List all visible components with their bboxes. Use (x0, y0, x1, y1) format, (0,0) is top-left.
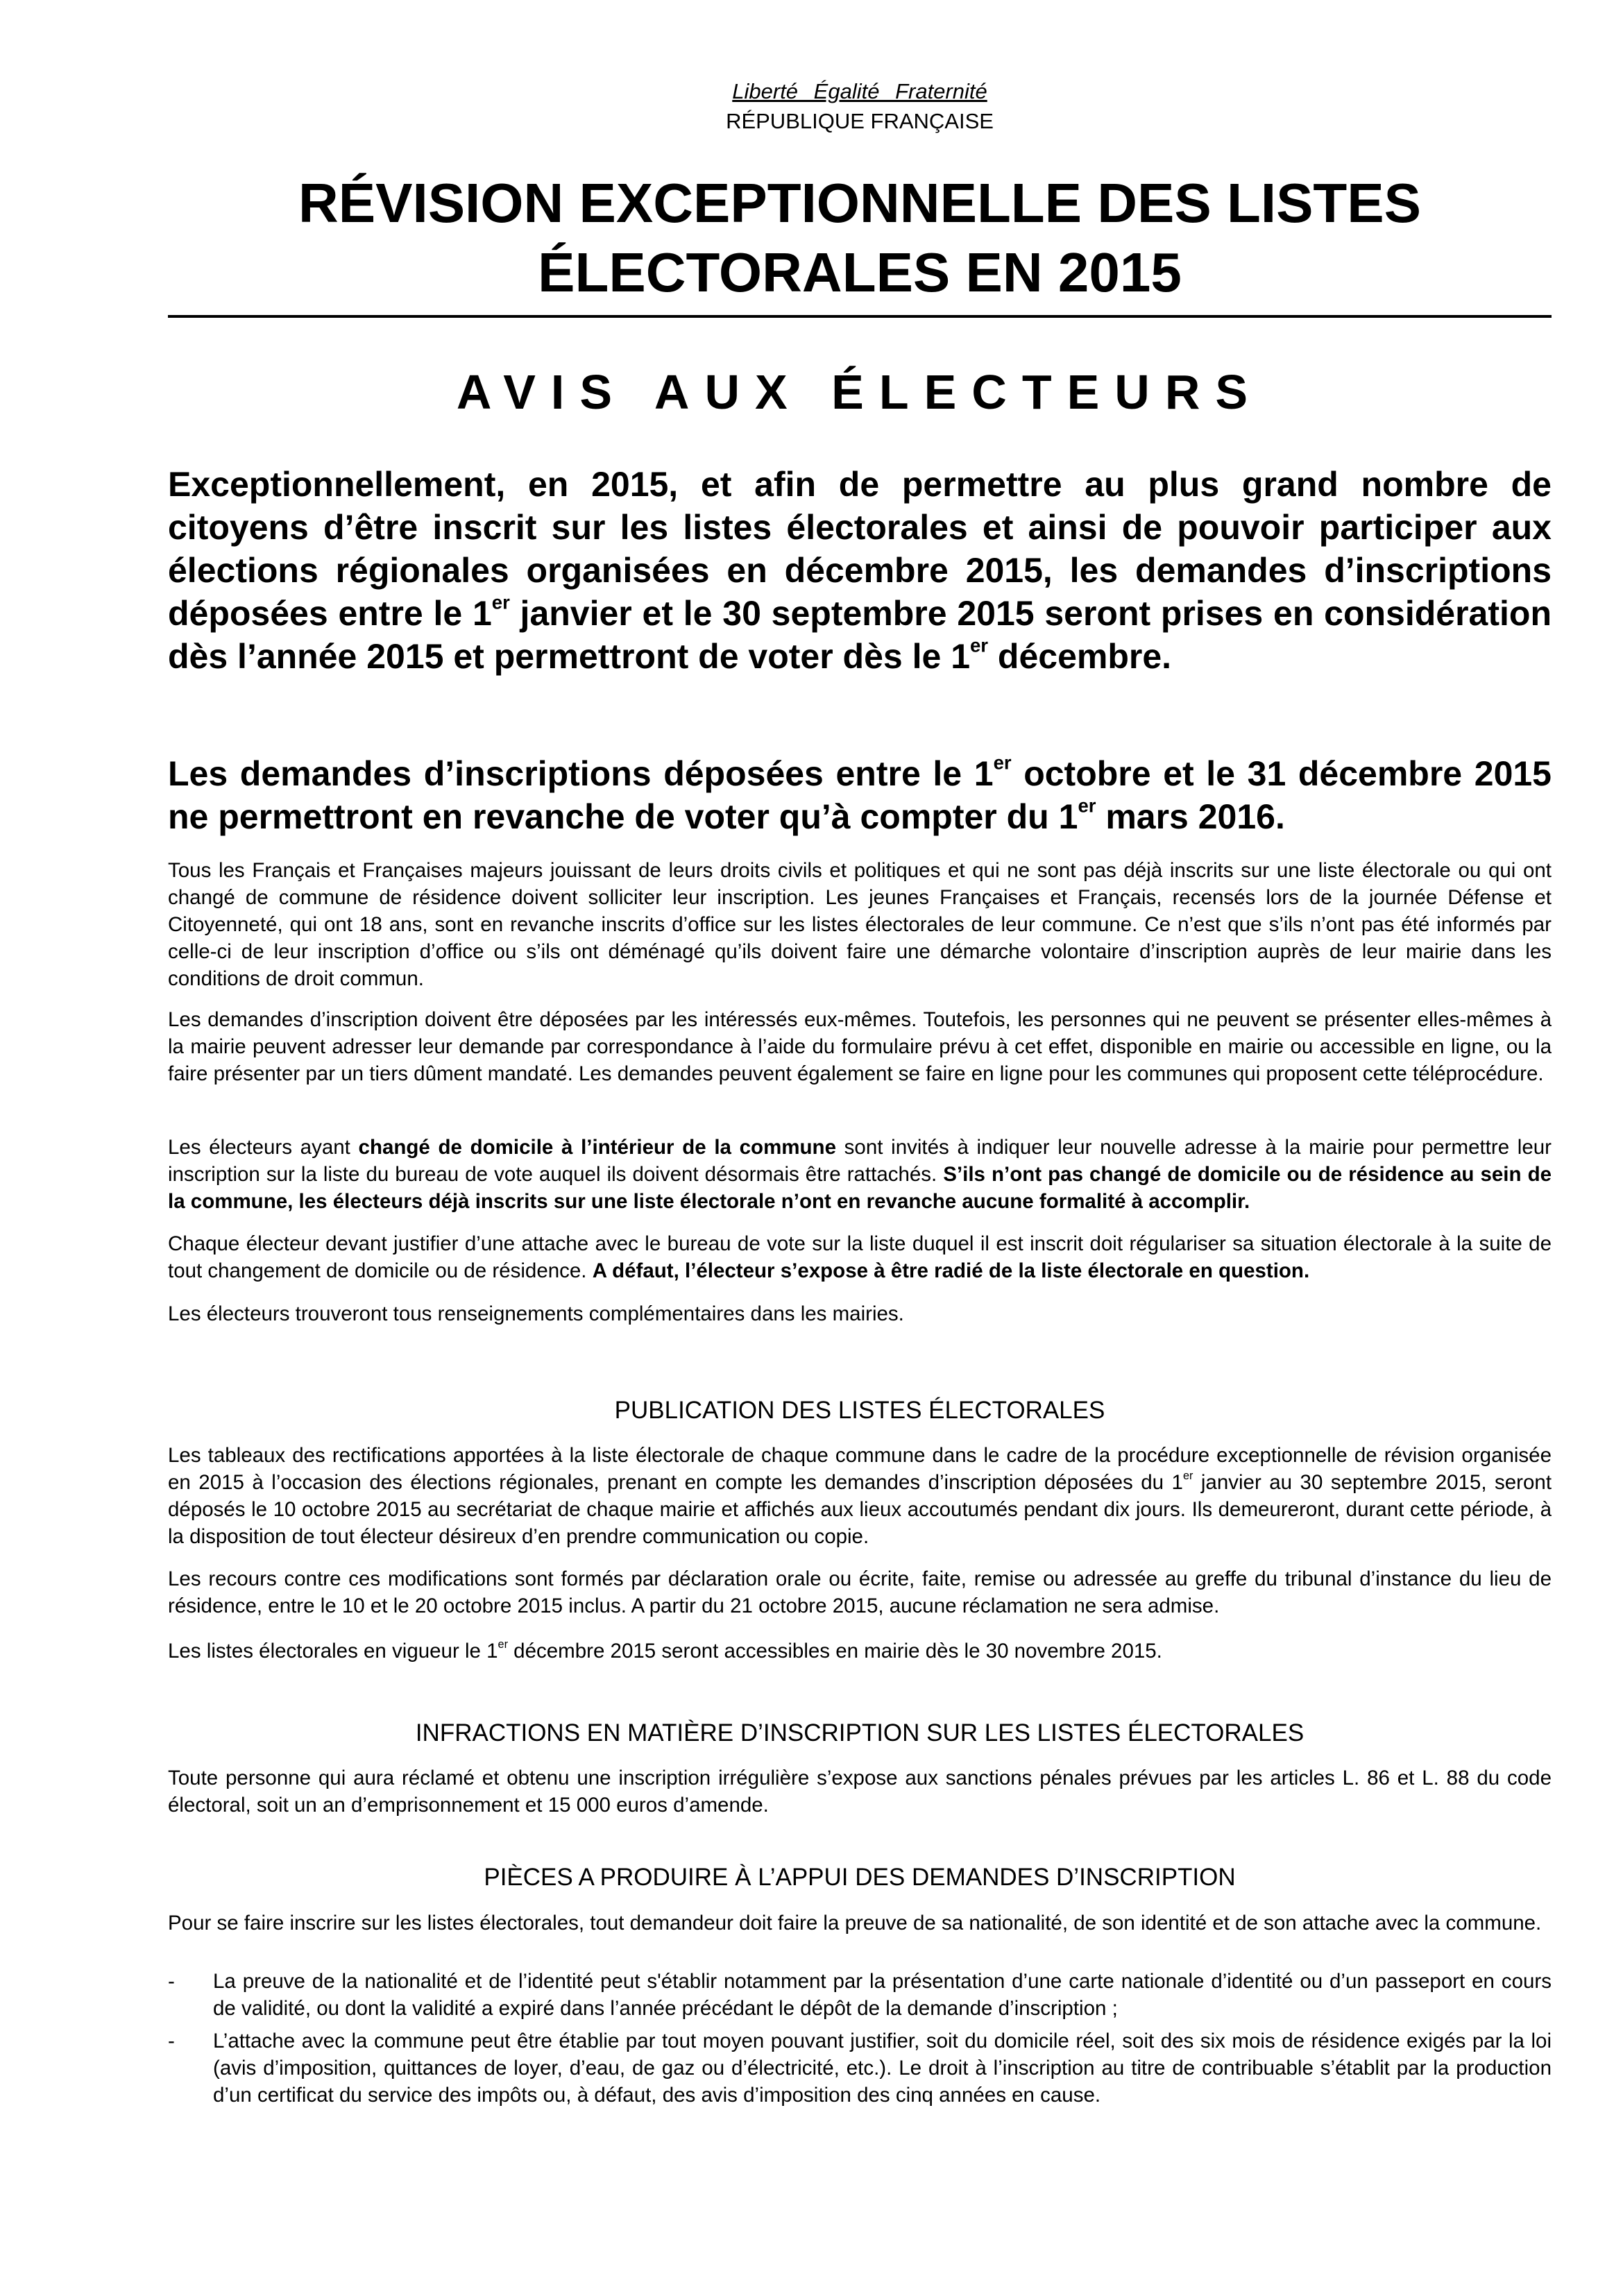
body-paragraph-submission: Les demandes d’inscription doivent être déposées par les intéressés eux-mêmes. Toutefois, les personnes qui ne peuvent se présenter elles-mêmes à la mairie peuvent adresser leur demande par correspondance à l’aide du formulaire prévu à cet effet, disponible en mairie ou accessible en ligne, ou la faire présenter par un tiers dûment mandaté. Les demandes peuvent également se faire en ligne pour les communes qui proposent cette téléprocédure. (168, 1008, 1552, 1085)
publication-1-sup: er (1182, 1470, 1193, 1483)
lead-paragraph-2 (168, 752, 1552, 838)
title-line-2: ÉLECTORALES EN 2015 (538, 241, 1182, 303)
lead-1-sup-2: er (970, 634, 989, 656)
lead-2-text-a: Les demandes d’inscriptions déposées entre le 1 (168, 754, 994, 793)
lead-2-text-b: octobre et le 31 décembre 2015 ne permettront en revanche de voter qu’à compter du 1 (168, 754, 1552, 836)
lead-1-text-a: Exceptionnellement, en 2015, et afin de permettre au plus grand nombre de citoyens d’être inscrit sur les listes électorales et ainsi de pouvoir participer aux élections régionales organisées en décembre 2015, les demandes d’inscriptions déposées entre le 1 (168, 465, 1552, 633)
body-paragraph-regularisation (168, 1230, 1552, 1284)
publication-1-text-a: Les tableaux des rectifications apportées à la liste électorale de chaque commune dans le cadre de la procédure exceptionnelle de révision organisée en 2015 à l’occasion des élections régionales, prenant en compte les demandes d’inscription déposées du 1 (168, 1444, 1552, 1494)
lead-1-text-b: janvier et le 30 septembre 2015 seront prises en considération dès l’année 2015 et permettront de voter dès le 1 (168, 594, 1552, 676)
documents-list (168, 1968, 1552, 2114)
lead-2-sup-2: er (1078, 794, 1096, 817)
body-paragraph-information: Les électeurs trouveront tous renseignements complémentaires dans les mairies. (168, 1302, 904, 1325)
title-underline (168, 315, 1552, 318)
regularisation-text: Chaque électeur devant justifier d’une attache avec le bureau de vote sur la liste duquel il est inscrit doit régulariser sa situation électorale à la suite de tout changement de domicile ou de résidence. (168, 1232, 1552, 1282)
publication-paragraph-2: Les recours contre ces modifications sont formés par déclaration orale ou écrite, faite, remise ou adressée au greffe du tribunal d’instance du lieu de résidence, entre le 10 et le 20 octobre 2015 inclus. A partir du 21 octobre 2015, aucune réclamation ne sera admise. (168, 1567, 1552, 1617)
lead-2-sup-1: er (993, 751, 1012, 774)
lead-1-text-c: décembre. (988, 637, 1172, 676)
notice-heading: AVIS AUX ÉLECTEURS (456, 365, 1264, 419)
title-line-1: RÉVISION EXCEPTIONNELLE DES LISTES (298, 172, 1422, 234)
lead-1-sup-1: er (491, 591, 510, 613)
bullet-dash: - (168, 1970, 175, 1993)
address-change-text-b: sont invités à indiquer leur nouvelle adresse à la mairie pour permettre leur inscription sur la liste du bureau de vote auquel ils doivent désormais être rattachés. (168, 1136, 1552, 1186)
list-item-text: La preuve de la nationalité et de l’identité peut s'établir notamment par la présentation d’une carte nationale d’identité ou d’un passeport en cours de validité, ou dont la validité a expiré dans l’année précédant le dépôt de la demande d’inscription ; (213, 1970, 1552, 2020)
republic-name: RÉPUBLIQUE FRANÇAISE (726, 109, 994, 133)
publication-paragraph-1 (168, 1442, 1552, 1550)
address-change-text-a: Les électeurs ayant (168, 1136, 359, 1159)
section-heading-documents: PIÈCES A PRODUIRE À L’APPUI DES DEMANDES D’INSCRIPTION (484, 1864, 1236, 1891)
list-item-text: L’attache avec la commune peut être établie par tout moyen pouvant justifier, soit du domicile réel, soit des six mois de résidence exigés par la loi (avis d’imposition, quittances de loyer, d’eau, de gaz ou d’électricité, etc.). Le droit à l’inscription au titre de contribuable s’établit par la production d’un certificat du service des impôts ou, à défaut, des avis d’imposition des cinq années en cause. (213, 2030, 1552, 2107)
document-title (168, 169, 1552, 307)
documents-intro: Pour se faire inscrire sur les listes électorales, tout demandeur doit faire la preuve de sa nationalité, de son identité et de son attache avec la commune. (168, 1912, 1542, 1934)
address-change-bold-2: S’ils n’ont pas changé de domicile ou de résidence au sein de la commune, les électeurs déjà inscrits sur une liste électorale n’ont en revanche aucune formalité à accomplir. (168, 1163, 1552, 1213)
section-heading-infractions: INFRACTIONS EN MATIÈRE D’INSCRIPTION SUR LES LISTES ÉLECTORALES (415, 1719, 1305, 1746)
republic-motto: Liberté Égalité Fraternité (732, 79, 987, 103)
publication-3-text-a: Les listes électorales en vigueur le 1 (168, 1640, 498, 1663)
lead-paragraph-1 (168, 463, 1552, 678)
publication-paragraph-3 (168, 1638, 1552, 1665)
body-paragraph-address-change (168, 1134, 1552, 1215)
list-item (168, 2027, 1552, 2109)
publication-1-text-b: janvier au 30 septembre 2015, seront déposés le 10 octobre 2015 au secrétariat de chaque mairie et affichés aux lieux accoutumés pendant dix jours. Ils demeureront, durant cette période, à la disposition de tout électeur désireux d’en prendre communication ou copie. (168, 1471, 1552, 1548)
publication-3-sup: er (498, 1638, 508, 1651)
address-change-bold-1: changé de domicile à l’intérieur de la commune (358, 1136, 836, 1159)
body-paragraph-eligibility: Tous les Français et Françaises majeurs jouissant de leurs droits civils et politiques et qui ne sont pas déjà inscrits sur une liste électorale ou qui ont changé de commune de résidence doivent solliciter leur inscription. Les jeunes Françaises et Français, recensés lors de la journée Défense et Citoyenneté, qui ont 18 ans, sont en revanche inscrits d’office sur les listes électorales de leur commune. Ce n’est que s’ils n’ont pas été informés par celle-ci de leur inscription d’office ou s’ils ont déménagé qu’ils doivent faire une démarche volontaire d’inscription auprès de leur mairie dans les conditions de droit commun. (168, 859, 1552, 990)
publication-3-text-b: décembre 2015 seront accessibles en mairie dès le 30 novembre 2015. (507, 1640, 1162, 1663)
regularisation-bold: A défaut, l’électeur s’expose à être radié de la liste électorale en question. (592, 1259, 1310, 1282)
lead-2-text-c: mars 2016. (1096, 797, 1285, 836)
list-item (168, 1968, 1552, 2022)
bullet-dash: - (168, 2030, 175, 2052)
section-heading-publication: PUBLICATION DES LISTES ÉLECTORALES (614, 1397, 1105, 1424)
infractions-paragraph: Toute personne qui aura réclamé et obtenu une inscription irrégulière s’expose aux sanctions pénales prévues par les articles L. 86 et L. 88 du code électoral, soit un an d’emprisonnement et 15 000 euros d’amende. (168, 1767, 1552, 1817)
